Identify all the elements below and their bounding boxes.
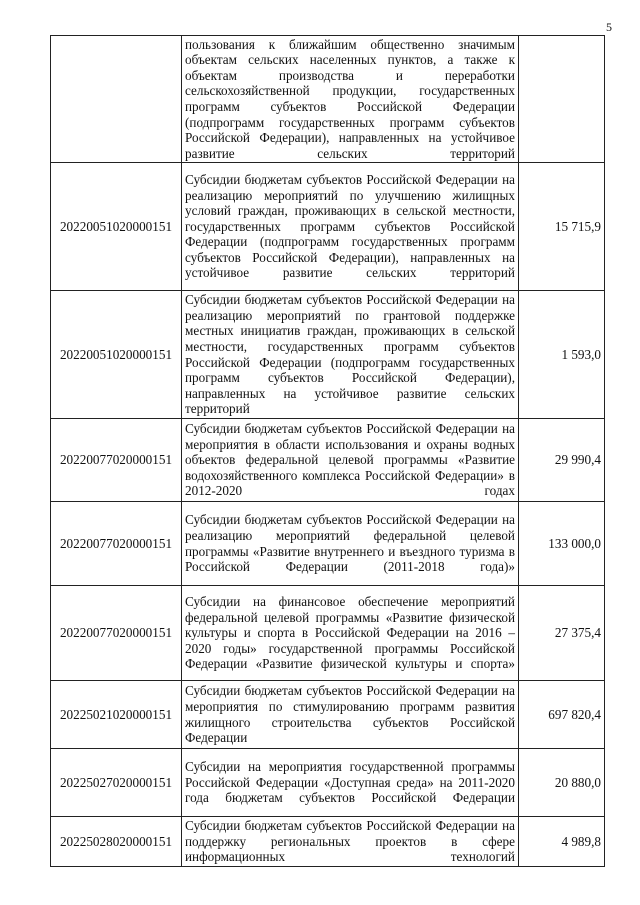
- table-row: [51, 502, 605, 586]
- budget-table: [50, 35, 605, 867]
- table-row: [51, 681, 605, 749]
- amount-cell: 1 593,0: [519, 291, 605, 419]
- budget-code-cell: 20225021020000151: [51, 681, 182, 749]
- amount-cell: 27 375,4: [519, 586, 605, 681]
- description-cell: Субсидии бюджетам субъектов Российской Федерации на реализацию мероприятий по грантовой поддержке местных инициатив граждан, проживающих в сельской местности, государственных программ субъектов Российской Федерации (подпрограмм государственных программ субъектов Российской Федерации), направленных на устойчивое развитие сельских территорий: [182, 291, 519, 419]
- budget-code-cell: 20220077020000151: [51, 586, 182, 681]
- amount-cell: 4 989,8: [519, 817, 605, 867]
- table-row: [51, 817, 605, 867]
- table-row: [51, 419, 605, 502]
- budget-code-cell: 20220077020000151: [51, 419, 182, 502]
- description-cell: Субсидии бюджетам субъектов Российской Федерации на мероприятия по стимулированию программ развития жилищного строительства субъектов Российской Федерации: [182, 681, 519, 749]
- description-cell: Субсидии бюджетам субъектов Российской Федерации на реализацию мероприятий федеральной целевой программы «Развитие внутреннего и въездного туризма в Российской Федерации (2011-2018 года)»: [182, 502, 519, 586]
- description-cell: Субсидии на мероприятия государственной программы Российской Федерации «Доступная среда» на 2011-2020 года бюджетам субъектов Российской Федерации: [182, 749, 519, 817]
- amount-cell: 133 000,0: [519, 502, 605, 586]
- description-cell: пользования к ближайшим общественно значимым объектам сельских населенных пунктов, а также к объектам производства и переработки сельскохозяйственной продукции, государственных программ субъектов Российской Федерации (подпрограмм государственных программ субъектов Российской Федерации), направленных на устойчивое развитие сельских территорий: [182, 36, 519, 163]
- budget-code-cell: 20220051020000151: [51, 163, 182, 291]
- budget-code-cell: 20225027020000151: [51, 749, 182, 817]
- budget-code-cell: 20220051020000151: [51, 291, 182, 419]
- description-cell: Субсидии бюджетам субъектов Российской Федерации на реализацию мероприятий по улучшению жилищных условий граждан, проживающих в сельской местности, государственных программ субъектов Российской Федерации (подпрограмм государственных программ субъектов Российской Федерации), направленных на устойчивое развитие сельских территорий: [182, 163, 519, 291]
- table-row: [51, 586, 605, 681]
- amount-cell: 20 880,0: [519, 749, 605, 817]
- table-row: [51, 36, 605, 163]
- description-cell: Субсидии бюджетам субъектов Российской Федерации на поддержку региональных проектов в сфере информационных технологий: [182, 817, 519, 867]
- table-row: [51, 163, 605, 291]
- amount-cell: 697 820,4: [519, 681, 605, 749]
- budget-code-cell: 20225028020000151: [51, 817, 182, 867]
- description-cell: Субсидии бюджетам субъектов Российской Федерации на мероприятия в области использования и охраны водных объектов федеральной целевой программы «Развитие водохозяйственного комплекса Российской Федерации» в 2012-2020 годах: [182, 419, 519, 502]
- budget-code-cell: 20220077020000151: [51, 502, 182, 586]
- description-cell: Субсидии на финансовое обеспечение мероприятий федеральной целевой программы «Развитие физической культуры и спорта в Российской Федерации на 2016 – 2020 годы» государственной программы Российской Федерации «Развитие физической культуры и спорта»: [182, 586, 519, 681]
- table-row: [51, 749, 605, 817]
- amount-cell: 29 990,4: [519, 419, 605, 502]
- amount-cell: 15 715,9: [519, 163, 605, 291]
- page-number: 5: [606, 20, 612, 34]
- table-row: [51, 291, 605, 419]
- budget-code-cell: [51, 36, 182, 163]
- amount-cell: [519, 36, 605, 163]
